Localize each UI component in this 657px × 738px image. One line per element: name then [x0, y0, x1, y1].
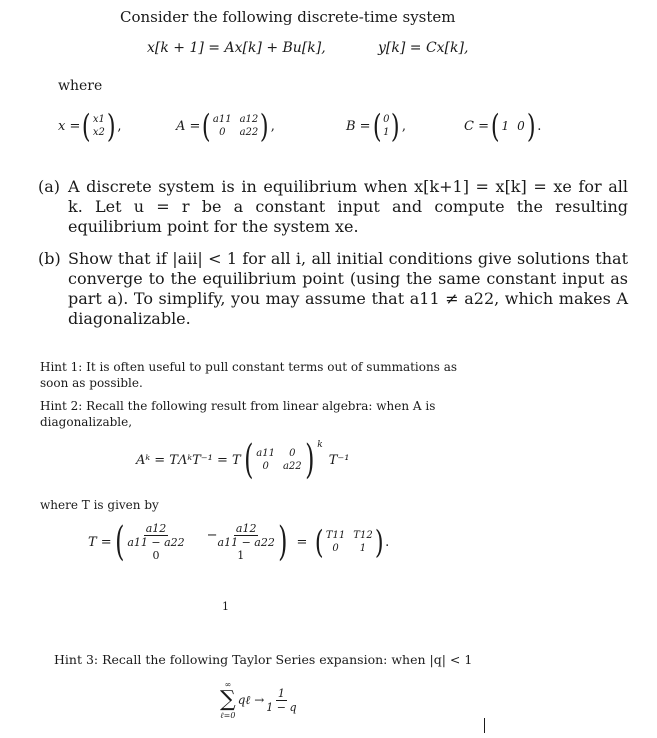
A-lhs: A = — [176, 118, 201, 134]
B-definition: B = ( 0 1 ) , — [346, 107, 407, 145]
B-vector — [383, 113, 389, 139]
T-lhs: T = — [88, 534, 112, 550]
stray-one: 1 — [222, 600, 229, 613]
T-compact-entry: T12 — [353, 530, 373, 541]
T-entry-fraction: $\frac{a12}{a11 - a22}$ — [127, 522, 185, 549]
T-entry: 0 — [152, 549, 160, 562]
part-b — [38, 249, 628, 329]
x-definition: x = ( x1 x2 ) , — [58, 107, 122, 145]
T-compact-entry: 1 — [359, 543, 367, 554]
hint2-exponent: k — [317, 440, 323, 450]
text-cursor — [484, 718, 485, 733]
lambda-matrix — [256, 447, 301, 473]
output-equation: y[k] = Cx[k], — [378, 40, 469, 56]
A-entry: 0 — [219, 127, 226, 138]
hint-1: Hint 1: It is often useful to pull constant terms out of summations as soon as possible. — [40, 360, 458, 390]
x-vector — [93, 113, 105, 139]
A-matrix — [213, 113, 258, 139]
hint2-tail: T⁻¹ — [328, 452, 350, 468]
T-compact-entry: T11 — [325, 530, 346, 541]
lambda-entry: a22 — [282, 461, 302, 472]
where-label: where — [58, 78, 103, 94]
T-entry: 1 — [237, 549, 245, 562]
A-entry: a12 — [239, 114, 259, 125]
T-compact-entry: 0 — [332, 543, 339, 554]
B-entry: 0 — [383, 114, 390, 125]
A-entry: a11 — [212, 114, 232, 125]
A-definition: A = ( a11 a12 0 a22 ) , — [176, 107, 275, 145]
lambda-entry: a11 — [256, 448, 275, 459]
C-entry: 1 — [501, 118, 510, 133]
sum-symbol: ∞ ∑ ℓ=0 — [220, 680, 236, 720]
problem-intro: Consider the following discrete-time system — [120, 8, 456, 26]
state-equation: x[k + 1] = Ax[k] + Bu[k], — [147, 40, 326, 56]
series-fraction: $\frac{1}{1 - q}$ — [266, 686, 297, 714]
C-lhs: C = — [464, 118, 489, 134]
where-T-label: where T is given by — [40, 498, 159, 512]
hint-3: Hint 3: Recall the following Taylor Series expansion: when |q| < 1 — [54, 652, 473, 667]
C-matrix — [501, 120, 524, 133]
x-lhs: x = — [58, 118, 81, 134]
C-definition: C = ( 1 0 ) . — [464, 107, 542, 145]
part-a-text: A discrete system is in equilibrium when x[k+1] = x[k] = xe for all k. Let u = r be a constant input and compute the resulting equilibrium point for the system xe. — [68, 177, 628, 236]
T-definition: T = ( $\frac{a12}{a11 - a22}$ − $\frac{a12}{a11 - a22}$ 0 1 ) = ( T11 T12 0 1 ) . — [88, 519, 390, 565]
part-b-label: (b) — [38, 249, 61, 268]
series-term: qℓ → — [237, 692, 265, 707]
hint2-eq-lhs: Aᵏ = TΛᵏT⁻¹ = T — [136, 452, 241, 468]
T-compact-matrix — [326, 529, 373, 555]
part-b-text: Show that if |aii| < 1 for all i, all initial conditions give solutions that converge to the equilibrium point (using the same constant input as part a). To simplify, you may assume that a11 ≠ a22, which makes A diagonalizable. — [68, 249, 628, 328]
T-entry-fraction-neg: − $\frac{a12}{a11 - a22}$ — [206, 522, 275, 549]
B-entry: 1 — [383, 127, 390, 138]
lambda-entry: 0 — [262, 461, 269, 472]
taylor-series — [220, 672, 297, 720]
part-a-label: (a) — [38, 177, 61, 196]
x-entry: x2 — [92, 127, 105, 138]
part-a — [38, 177, 628, 237]
x-entry: x1 — [92, 114, 105, 125]
C-entry: 0 — [517, 118, 525, 133]
B-lhs: B = — [346, 118, 371, 134]
A-entry: a22 — [239, 127, 259, 138]
hint2-equation: Aᵏ = TΛᵏT⁻¹ = T ( a11 0 0 a22 ) $^k$ T⁻¹ — [136, 437, 350, 483]
hint-2: Hint 2: Recall the following result from linear algebra: when A is diagonalizable, — [40, 399, 436, 429]
lambda-entry: 0 — [289, 448, 296, 459]
T-matrix — [127, 522, 275, 562]
